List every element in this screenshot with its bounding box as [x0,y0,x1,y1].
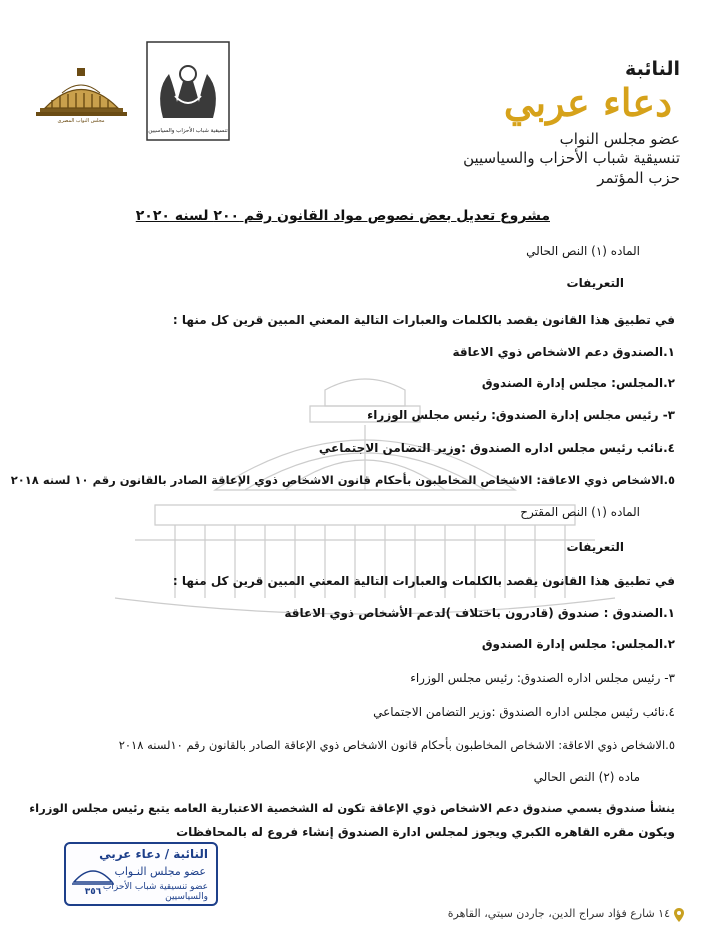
dome-logo-caption: مجلس النواب المصري [57,118,105,123]
member-role: عضو مجلس النواب [559,130,680,148]
member-party: حزب المؤتمر [597,169,680,187]
current-item-4: ٤.نائب رئيس مجلس اداره الصندوق :وزير التضامن الاجتماعي [318,441,675,455]
proposed-item-3: ٣- رئيس مجلس اداره الصندوق: رئيس مجلس الوزراء [410,671,675,685]
hands-logo-caption: تنسيقية شباب الأحزاب والسياسيين [148,128,228,134]
location-pin-icon [674,908,684,922]
article1-current-heading: الماده (١) النص الحالي [526,244,640,258]
proposed-item-5: ٥.الاشخاص ذوي الاعاقة: الاشخاص المخاطبون بأحكام قانون الاشخاص ذوي الإعاقة الصادر بالقانون رقم ١٠لسنه ٢٠١٨ [118,738,675,752]
official-stamp [64,842,218,906]
title-label: النائبة [625,58,680,80]
member-coordination: تنسيقية شباب الأحزاب والسياسيين [463,149,680,167]
definitions-intro: في تطبيق هذا القانون يقصد بالكلمات والعبارات التالية المعني المبين قرين كل منها : [172,313,675,327]
parliament-dome-logo [30,63,133,123]
definitions-heading: التعريفات [566,276,624,290]
proposed-item-4: ٤.نائب رئيس مجلس اداره الصندوق :وزير التضامن الاجتماعي [373,705,675,719]
current-item-1: ١.الصندوق دعم الاشخاص ذوي الاعاقة [452,345,675,359]
article2-paragraph-2: ويكون مقره القاهره الكبري ويجوز لمجلس ادارة الصندوق إنشاء فروع له بالمحافظات [176,825,675,839]
current-item-3: ٣- رئيس مجلس إدارة الصندوق: رئيس مجلس الوزراء [367,408,675,422]
definitions-heading-2: التعريفات [566,540,624,554]
stamp-line-2: عضو مجلس النـواب [114,865,206,878]
proposed-item-2: ٢.المجلس: مجلس إدارة الصندوق [481,637,675,651]
stamp-line-1: النائبة / دعاء عربي [99,847,208,861]
current-item-2: ٢.المجلس: مجلس إدارة الصندوق [481,376,675,390]
current-item-5: ٥.الاشخاص ذوي الاعاقة: الاشخاص المخاطبون بأحكام قانون الاشخاص ذوي الإعاقة الصادر بالقانون رقم ١٠ لسنه ٢٠١٨ [10,473,675,487]
article2-paragraph-1: ينشأ صندوق يسمي صندوق دعم الاشخاص ذوي الإعاقة تكون له الشخصية الاعتبارية العامه يتبع رئيس مجلس الوزراء [29,801,675,815]
proposed-item-1: ١.الصندوق : صندوق (قادرون باختلاف )لدعم الأشخاص ذوي الاعاقة [284,606,675,620]
article2-heading: ماده (٢) النص الحالي [533,770,640,784]
footer-address: ١٤ شارع فؤاد سراج الدين، جاردن سيتي، القاهرة [447,907,670,920]
stamp-number: ٣٥٦ [84,887,102,896]
stamp-line-3: عضو تنسيقية شباب الأحزاب والسياسيين [102,882,208,902]
youth-coordination-logo [145,40,231,142]
definitions-intro-2: في تطبيق هذا القانون يقصد بالكلمات والعبارات التالية المعني المبين قرين كل منها : [172,574,675,588]
member-name: دعاء عربي [503,80,672,125]
document-subject: مشروع تعديل بعض نصوص مواد القانون رقم ٢٠٠ لسنه ٢٠٢٠ [135,208,550,224]
article1-proposed-heading: الماده (١) النص المقترح [520,505,640,519]
